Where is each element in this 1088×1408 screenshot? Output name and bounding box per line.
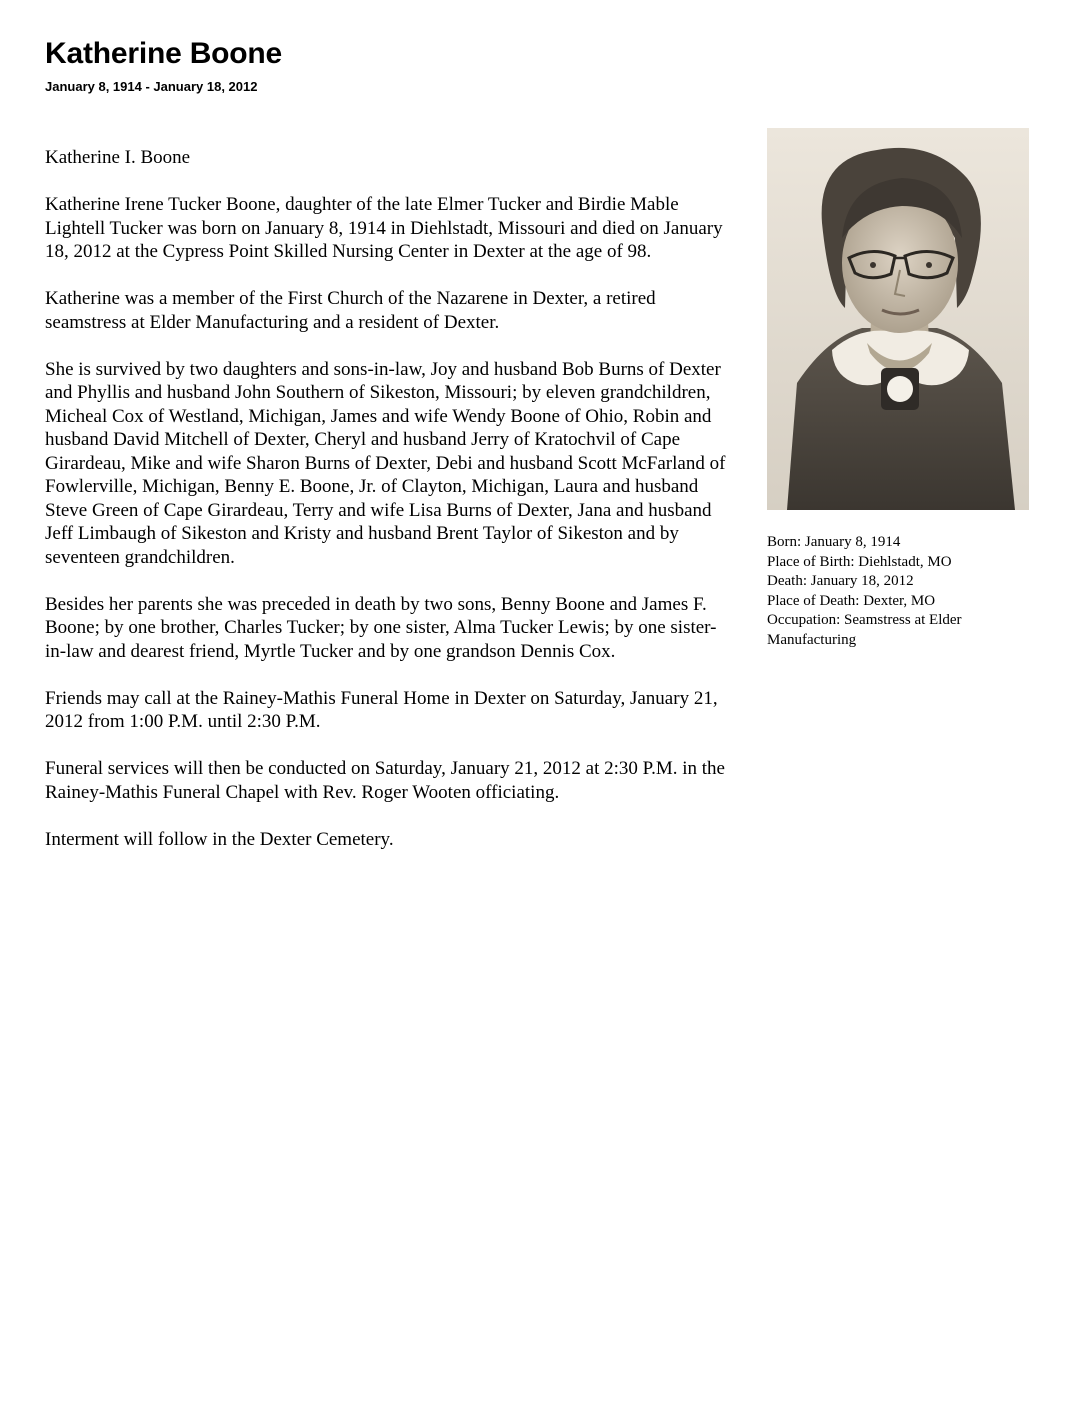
portrait-photo: [767, 128, 1029, 510]
obituary-paragraph: Funeral services will then be conducted on Saturday, January 21, 2012 at 2:30 P.M. in the Rainey-Mathis Funeral Chapel with Rev. Roger Wooten officiating.: [45, 758, 725, 803]
fact-born: Born: January 8, 1914: [767, 534, 901, 550]
obituary-paragraph: Friends may call at the Rainey-Mathis Funeral Home in Dexter on Saturday, January 21, 2012 from 1:00 P.M. until 2:30 P.M.: [45, 687, 718, 732]
obituary-paragraph: Besides her parents she was preceded in death by two sons, Benny Boone and James F. Boone; by one brother, Charles Tucker; by one sister, Alma Tucker Lewis; by one sister-in-law and dearest friend, Myrtle Tucker and by one grandson Dennis Cox.: [45, 593, 717, 662]
obituary-paragraph: Katherine Irene Tucker Boone, daughter of the late Elmer Tucker and Birdie Mable Lightell Tucker was born on January 8, 1914 in Diehlstadt, Missouri and died on January 18, 2012 at the Cypress Point Skilled Nursing Center in Dexter at the age of 98.: [45, 194, 723, 262]
life-dates: January 8, 1914 - January 18, 2012: [45, 79, 258, 94]
fact-death: Death: January 18, 2012: [767, 573, 914, 589]
fact-occupation: Occupation: Seamstress at Elder Manufacturing: [767, 612, 962, 648]
fact-place-of-death: Place of Death: Dexter, MO: [767, 592, 936, 609]
obituary-paragraph: Interment will follow in the Dexter Cemetery.: [45, 828, 394, 850]
vital-facts: [767, 533, 1027, 650]
page-title: Katherine Boone: [45, 37, 283, 70]
fact-place-of-birth: Place of Birth: Diehlstadt, MO: [767, 553, 952, 570]
obituary-heading: Katherine I. Boone: [45, 147, 191, 168]
obituary-paragraph: Katherine was a member of the First Church of the Nazarene in Dexter, a retired seamstress at Elder Manufacturing and a resident of Dexter.: [45, 288, 656, 333]
obituary-paragraph: She is survived by two daughters and sons-in-law, Joy and husband Bob Burns of Dexter and Phyllis and husband John Southern of Sikeston, Missouri; by eleven grandchildren, Micheal Cox of Westland, Michigan, James and wife Wendy Boone of Ohio, Robin and husband David Mitchell of Dexter, Cheryl and husband Jerry of Kratochvil of Cape Girardeau, Mike and wife Sharon Burns of Dexter, Debi and husband Scott McFarland of Fowlerville, Michigan, Benny E. Boone, Jr. of Clayton, Michigan, Laura and husband Steve Green of Cape Girardeau, Terry and wife Lisa Burns of Dexter, Jana and husband Jeff Limbaugh of Sikeston and Kristy and husband Brent Taylor of Sikeston and by seventeen grandchildren.: [45, 358, 726, 568]
obituary-text: [45, 146, 730, 875]
